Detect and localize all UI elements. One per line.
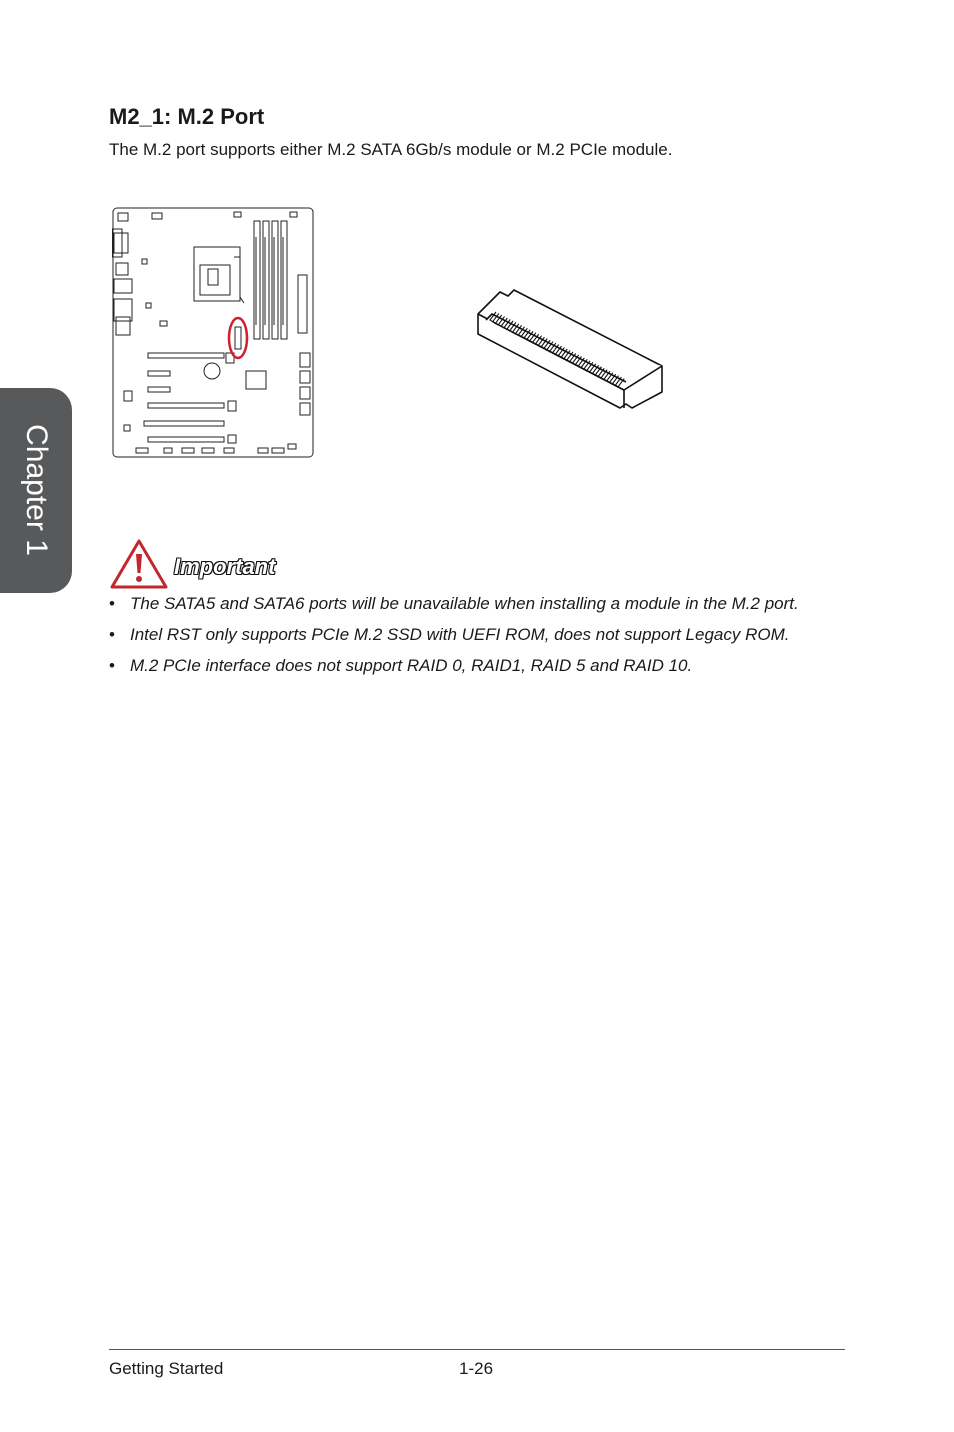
motherboard-layout-diagram bbox=[112, 207, 316, 459]
chipset bbox=[246, 371, 266, 389]
dimm-slot bbox=[263, 221, 269, 339]
pcie-slot bbox=[148, 403, 224, 408]
pcie-slot bbox=[148, 387, 170, 392]
pcie-slot bbox=[148, 353, 224, 358]
dimm-slot bbox=[254, 221, 260, 339]
list-item bbox=[109, 592, 839, 615]
pcie-slot bbox=[148, 437, 224, 442]
bullet: • bbox=[109, 656, 115, 675]
footer-page-number: 1-26 bbox=[459, 1359, 494, 1378]
m2-slot bbox=[235, 327, 241, 349]
cpu-socket bbox=[194, 247, 240, 301]
pcie-slot bbox=[144, 421, 224, 426]
list-item bbox=[109, 623, 839, 646]
dimm-slot bbox=[281, 221, 287, 339]
important-notes-list bbox=[109, 592, 839, 685]
section-intro: The M.2 port supports either M.2 SATA 6Gb/s module or M.2 PCIe module. bbox=[109, 140, 673, 159]
footer-divider bbox=[109, 1349, 845, 1350]
bullet: • bbox=[109, 594, 115, 613]
pcie-slot bbox=[148, 371, 170, 376]
m2-connector-illustration bbox=[474, 282, 668, 416]
list-item bbox=[109, 654, 839, 677]
chapter-tab bbox=[0, 388, 72, 593]
note-text: Intel RST only supports PCIe M.2 SSD with UEFI ROM, does not support Legacy ROM. bbox=[130, 625, 790, 644]
atx-power bbox=[298, 275, 307, 333]
dimm-slot bbox=[272, 221, 278, 339]
m2-highlight-circle bbox=[229, 318, 247, 358]
note-text: The SATA5 and SATA6 ports will be unavailable when installing a module in the M.2 port. bbox=[130, 594, 799, 613]
section-title: M2_1: M.2 Port bbox=[109, 104, 265, 129]
warning-triangle-icon bbox=[109, 538, 169, 590]
bullet: • bbox=[109, 625, 115, 644]
chapter-tab-label: Chapter 1 bbox=[20, 424, 53, 556]
note-text: M.2 PCIe interface does not support RAID 0, RAID1, RAID 5 and RAID 10. bbox=[130, 656, 693, 675]
important-label: Important bbox=[174, 554, 276, 579]
footer-section-name: Getting Started bbox=[109, 1359, 224, 1378]
